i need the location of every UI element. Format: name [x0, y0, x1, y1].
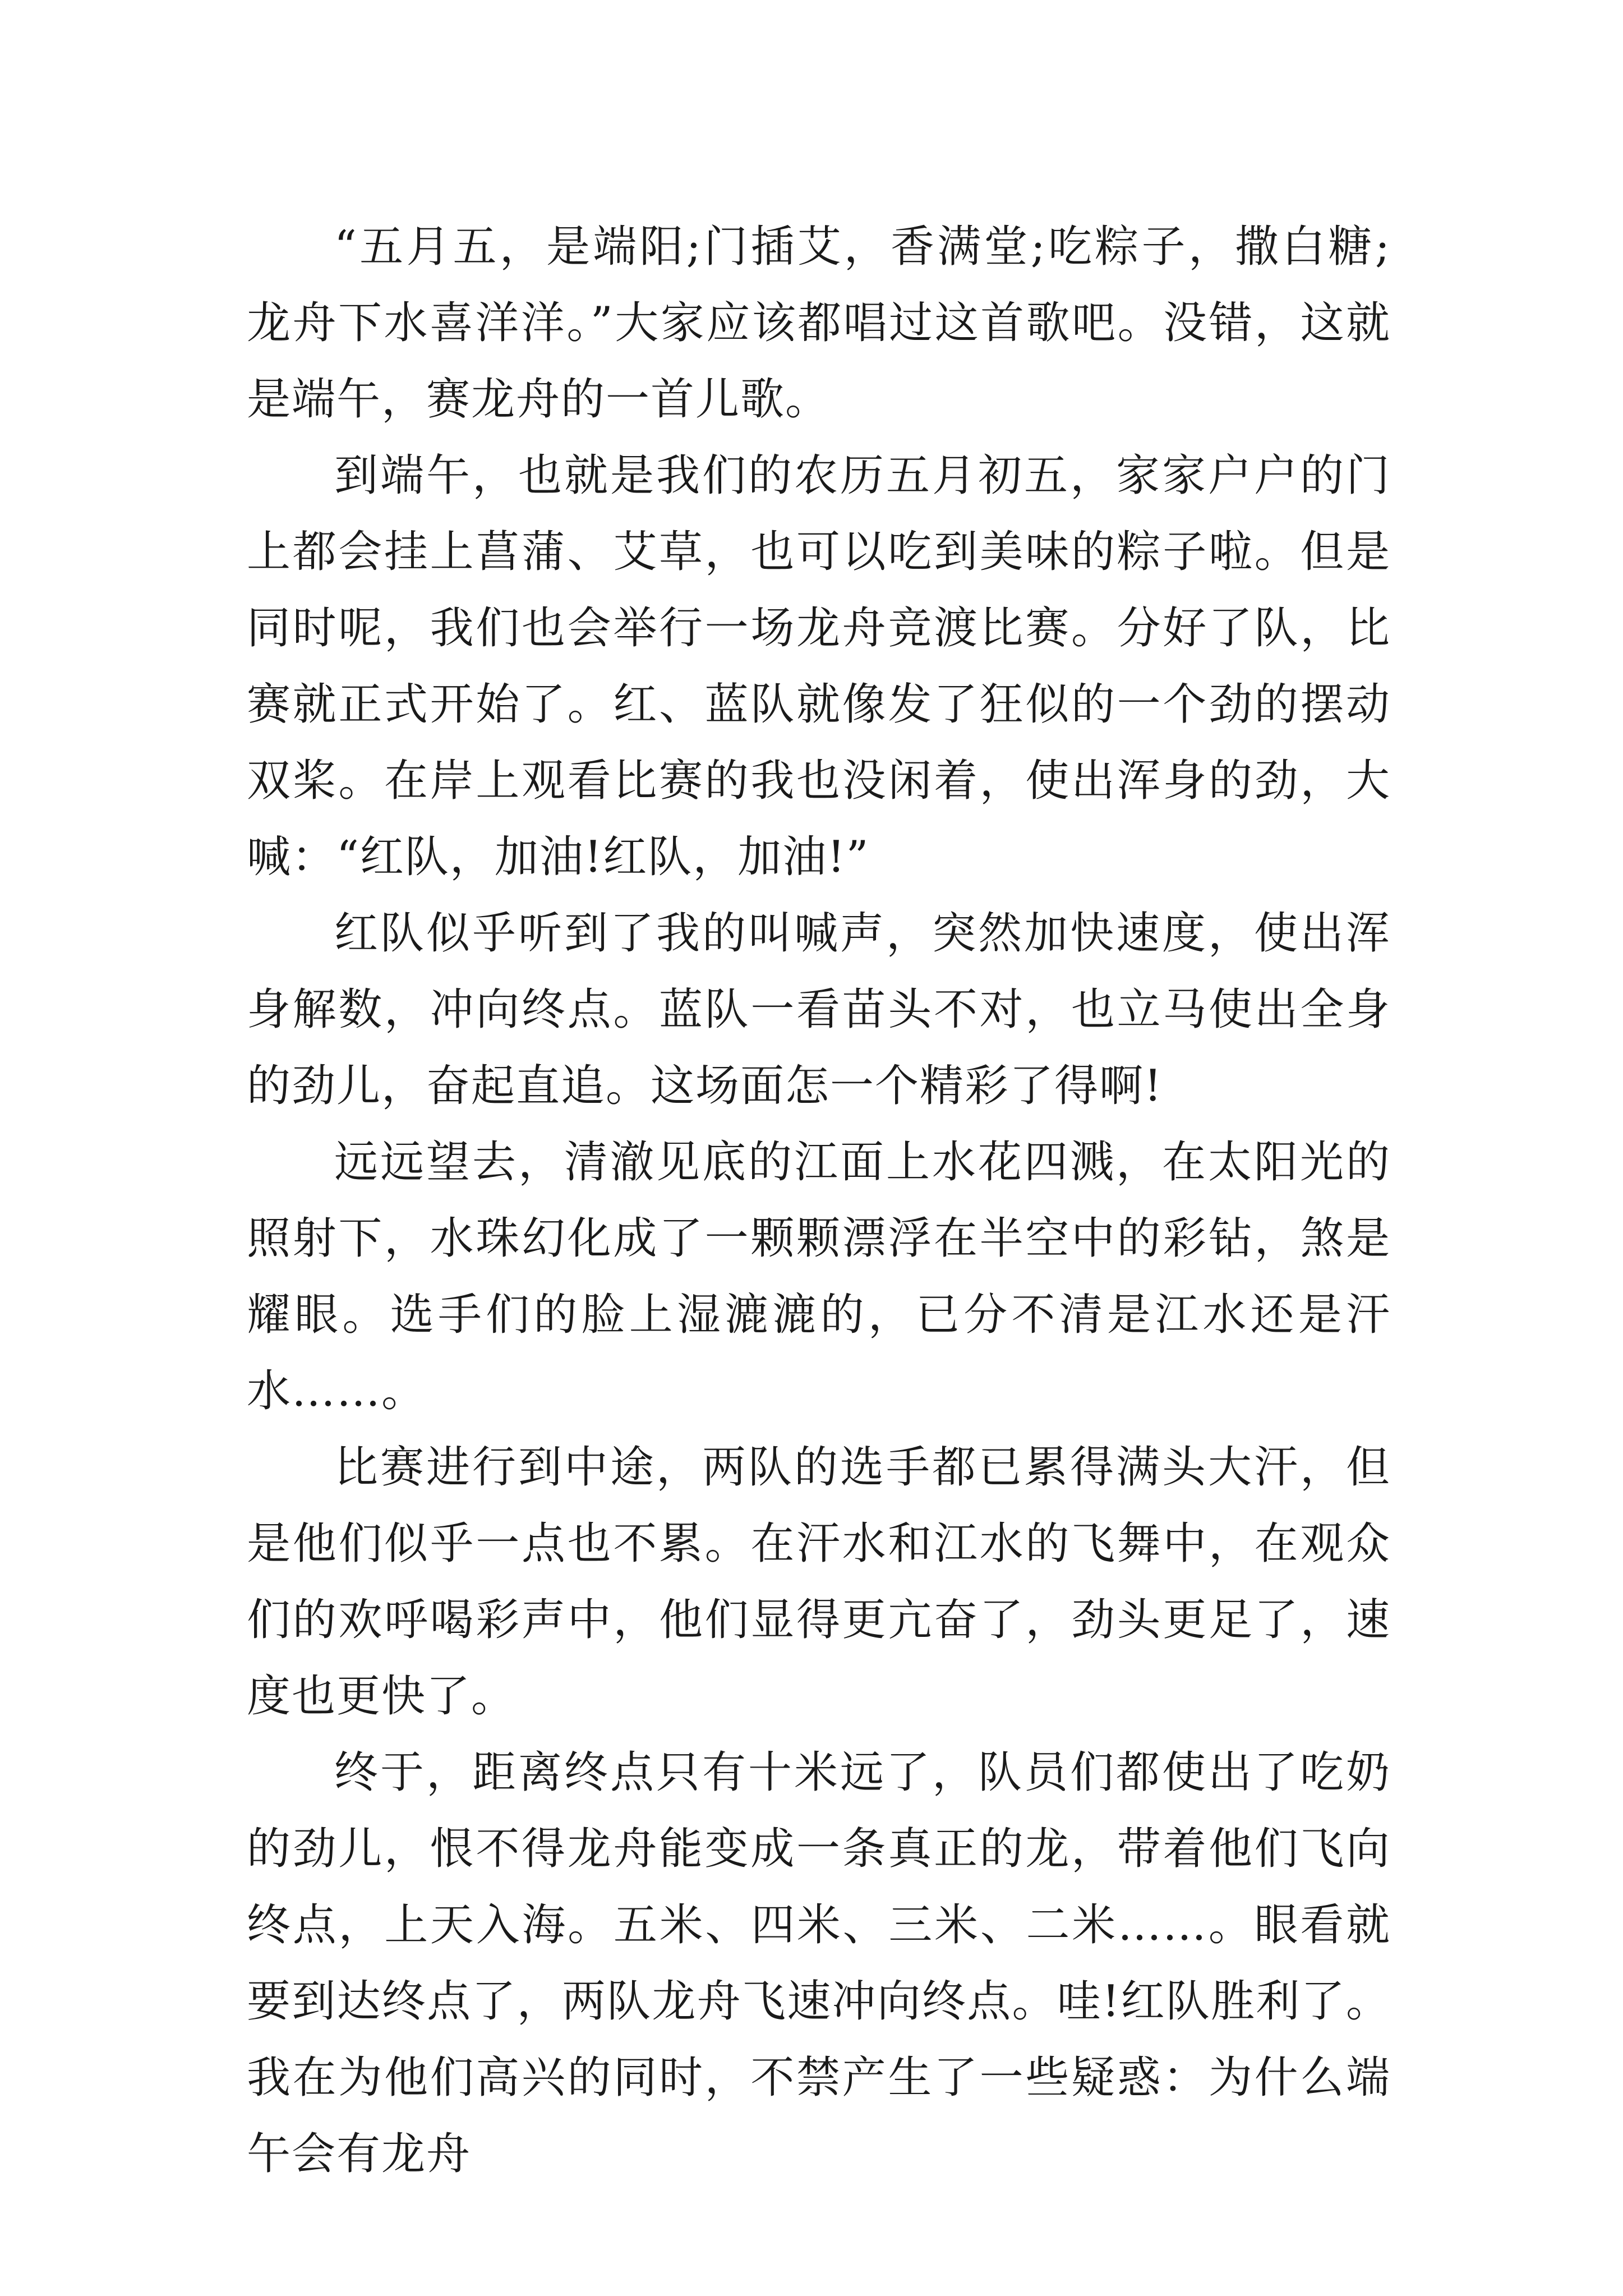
- paragraph-2: 到端午，也就是我们的农历五月初五，家家户户的门上都会挂上菖蒲、艾草，也可以吃到美味的粽子啦。但是同时呢，我们也会举行一场龙舟竞渡比赛。分好了队，比赛就正式开始了。红、蓝队就像发了狂似的一个劲的摆动双桨。在岸上观看比赛的我也没闲着，使出浑身的劲，大喊：“红队，加油!红队，加油!”: [247, 450, 1391, 882]
- paragraph-1: “五月五，是端阳;门插艾，香满堂;吃粽子，撒白糖;龙舟下水喜洋洋。”大家应该都唱过这首歌吧。没错，这就是端午，赛龙舟的一首儿歌。: [247, 222, 1391, 425]
- document-body: [247, 209, 1391, 2192]
- paragraph-3: 红队似乎听到了我的叫喊声，突然加快速度，使出浑身解数，冲向终点。蓝队一看苗头不对，也立马使出全身的劲儿，奋起直追。这场面怎一个精彩了得啊!: [247, 908, 1391, 1111]
- paragraph-5: 比赛进行到中途，两队的选手都已累得满头大汗，但是他们似乎一点也不累。在汗水和江水的飞舞中，在观众们的欢呼喝彩声中，他们显得更亢奋了，劲头更足了，速度也更快了。: [247, 1442, 1391, 1722]
- paragraph-6: 终于，距离终点只有十米远了，队员们都使出了吃奶的劲儿，恨不得龙舟能变成一条真正的龙，带着他们飞向终点，上天入海。五米、四米、三米、二米……。眼看就要到达终点了，两队龙舟飞速冲向终点。哇!红队胜利了。我在为他们高兴的同时，不禁产生了一些疑惑：为什么端午会有龙舟: [247, 1747, 1391, 2179]
- paragraph-4: 远远望去，清澈见底的江面上水花四溅，在太阳光的照射下，水珠幻化成了一颗颗漂浮在半空中的彩钻，煞是耀眼。选手们的脸上湿漉漉的，已分不清是江水还是汗水……。: [247, 1137, 1391, 1416]
